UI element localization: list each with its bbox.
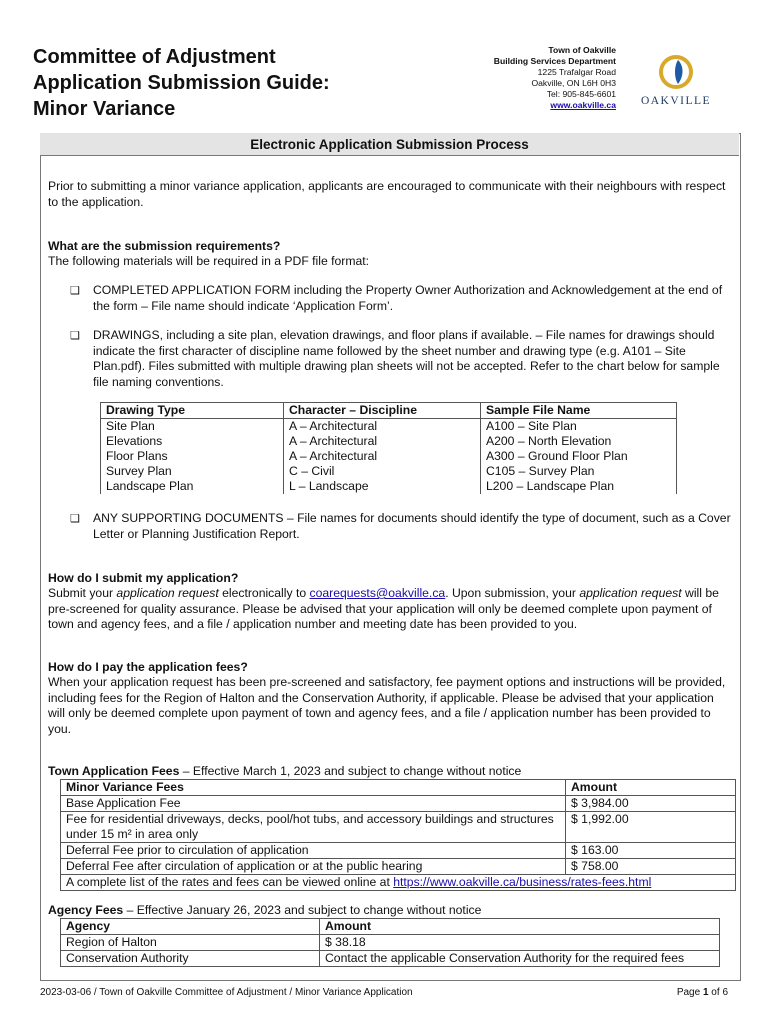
- table-cell: A200 – North Elevation: [481, 434, 677, 449]
- table-cell: Deferral Fee after circulation of application or at the public hearing: [61, 859, 566, 875]
- drawing-table: [100, 402, 677, 494]
- requirements-lead: The following materials will be required in a PDF file format:: [48, 254, 370, 268]
- rates-fees-link[interactable]: https://www.oakville.ca/business/rates-fees.html: [393, 875, 652, 889]
- website-link[interactable]: www.oakville.ca: [550, 100, 616, 110]
- table-cell: $ 758.00: [566, 859, 736, 875]
- table-row: [101, 479, 677, 494]
- checkbox-icon: ❑: [70, 285, 80, 297]
- table-cell: L200 – Landscape Plan: [481, 479, 677, 494]
- footer-text: 2023-03-06 / Town of Oakville Committee of Adjustment / Minor Variance Application: [40, 987, 413, 998]
- table-header-row: [101, 403, 677, 419]
- table-row: [61, 812, 736, 843]
- header-cell: Sample File Name: [481, 403, 677, 419]
- header-cell: Character – Discipline: [284, 403, 481, 419]
- table-row: [61, 796, 736, 812]
- table-cell: $ 38.18: [320, 935, 720, 951]
- town-fees-heading: Town Application Fees – Effective March 1, 2023 and subject to change without notice: [48, 764, 522, 778]
- requirements-heading: What are the submission requirements?: [48, 239, 281, 253]
- phone: Tel: 905-845-6601: [546, 89, 616, 99]
- table-cell: Floor Plans: [101, 449, 284, 464]
- pay-heading: How do I pay the application fees?: [48, 660, 248, 674]
- org-name: Town of Oakville: [548, 45, 616, 55]
- table-cell: L – Landscape: [284, 479, 481, 494]
- agency-fees-table: [60, 918, 720, 967]
- requirement-item: ANY SUPPORTING DOCUMENTS – File names for documents should identify the type of document, such as a Cover Letter or Planning Justification Report.: [93, 511, 731, 541]
- city: Oakville, ON L6H 0H3: [531, 78, 616, 88]
- table-row: [101, 449, 677, 464]
- table-cell: Region of Halton: [61, 935, 320, 951]
- table-cell: Conservation Authority: [61, 951, 320, 967]
- svg-text:OAKVILLE: OAKVILLE: [640, 95, 712, 107]
- requirement-item: COMPLETED APPLICATION FORM including the Property Owner Authorization and Acknowledgement at the end of the form – File name should indicate ‘Application Form’.: [93, 283, 723, 313]
- page-number: Page 1 of 6: [676, 987, 728, 998]
- checkbox-icon: ❑: [70, 330, 80, 342]
- table-row: [61, 935, 720, 951]
- table-cell: Contact the applicable Conservation Authority for the required fees: [320, 951, 720, 967]
- pay-paragraph: When your application request has been pre-screened and satisfactory, fee payment options and instructions will be provided, including fees for the Region of Halton and the Conservation Authority, if applicable. Please be advised that your application will only be deemed complete upon payment of town and agency fees, and a file / application number has been provided to you.: [48, 675, 726, 736]
- table-cell: A – Architectural: [284, 449, 481, 464]
- header-cell: Drawing Type: [101, 403, 284, 419]
- table-cell: Deferral Fee prior to circulation of application: [61, 843, 566, 859]
- submit-paragraph: Submit your application request electronically to coarequests@oakville.ca. Upon submission, your application request will be pre-screened for quality assurance. Please be advised that your application will only be deemed complete upon payment of town and agency fees, and a file / application number and meeting date has been provided to you.: [48, 586, 719, 631]
- email-link[interactable]: coarequests@oakville.ca: [309, 586, 446, 600]
- table-cell: Survey Plan: [101, 464, 284, 479]
- table-row: [101, 434, 677, 449]
- table-cell: Base Application Fee: [61, 796, 566, 812]
- table-row: [61, 859, 736, 875]
- checkbox-icon: ❑: [70, 513, 80, 525]
- address-block: [470, 45, 616, 111]
- requirement-item: DRAWINGS, including a site plan, elevation drawings, and floor plans if available. – File names for drawings should indicate the first character of discipline name followed by the sheet number and drawing type (e.g. A101 – Site Plan.pdf). Files submitted with multiple drawing plan sheets will not be accepted. Refer to the chart below for sample file naming conventions.: [93, 328, 720, 389]
- intro-paragraph: Prior to submitting a minor variance application, applicants are encouraged to communicate with their neighbours with respect to the application.: [48, 179, 726, 209]
- street: 1225 Trafalgar Road: [537, 67, 616, 77]
- table-cell: $ 3,984.00: [566, 796, 736, 812]
- table-row: [61, 843, 736, 859]
- table-cell: A – Architectural: [284, 434, 481, 449]
- page-title: [33, 44, 330, 122]
- table-cell: A300 – Ground Floor Plan: [481, 449, 677, 464]
- table-cell: Landscape Plan: [101, 479, 284, 494]
- submit-heading: How do I submit my application?: [48, 571, 239, 585]
- table-cell: C – Civil: [284, 464, 481, 479]
- header-cell: Agency: [61, 919, 320, 935]
- table-cell: A – Architectural: [284, 419, 481, 435]
- agency-fees-heading: Agency Fees – Effective January 26, 2023 and subject to change without notice: [48, 903, 482, 917]
- title-line: Minor Variance: [33, 98, 176, 120]
- title-line: Committee of Adjustment: [33, 46, 276, 68]
- table-cell: A100 – Site Plan: [481, 419, 677, 435]
- table-row: [101, 464, 677, 479]
- dept-name: Building Services Department: [493, 56, 616, 66]
- table-header-row: [61, 780, 736, 796]
- table-cell: Site Plan: [101, 419, 284, 435]
- table-cell: $ 1,992.00: [566, 812, 736, 843]
- oakville-logo: [636, 52, 716, 108]
- table-header-row: [61, 919, 720, 935]
- section-title: Electronic Application Submission Process: [40, 133, 739, 156]
- table-cell: Fee for residential driveways, decks, pool/hot tubs, and accessory buildings and structures under 15 m² in area only: [61, 812, 566, 843]
- table-row: [61, 951, 720, 967]
- table-row: A complete list of the rates and fees can be viewed online at https://www.oakville.ca/business/rates-fees.html: [61, 875, 736, 891]
- header-cell: Amount: [320, 919, 720, 935]
- table-cell: $ 163.00: [566, 843, 736, 859]
- table-row: [101, 419, 677, 435]
- header-cell: Minor Variance Fees: [61, 780, 566, 796]
- table-cell: C105 – Survey Plan: [481, 464, 677, 479]
- title-line: Application Submission Guide:: [33, 72, 330, 94]
- header-cell: Amount: [566, 780, 736, 796]
- town-fees-table: [60, 779, 736, 891]
- table-cell: Elevations: [101, 434, 284, 449]
